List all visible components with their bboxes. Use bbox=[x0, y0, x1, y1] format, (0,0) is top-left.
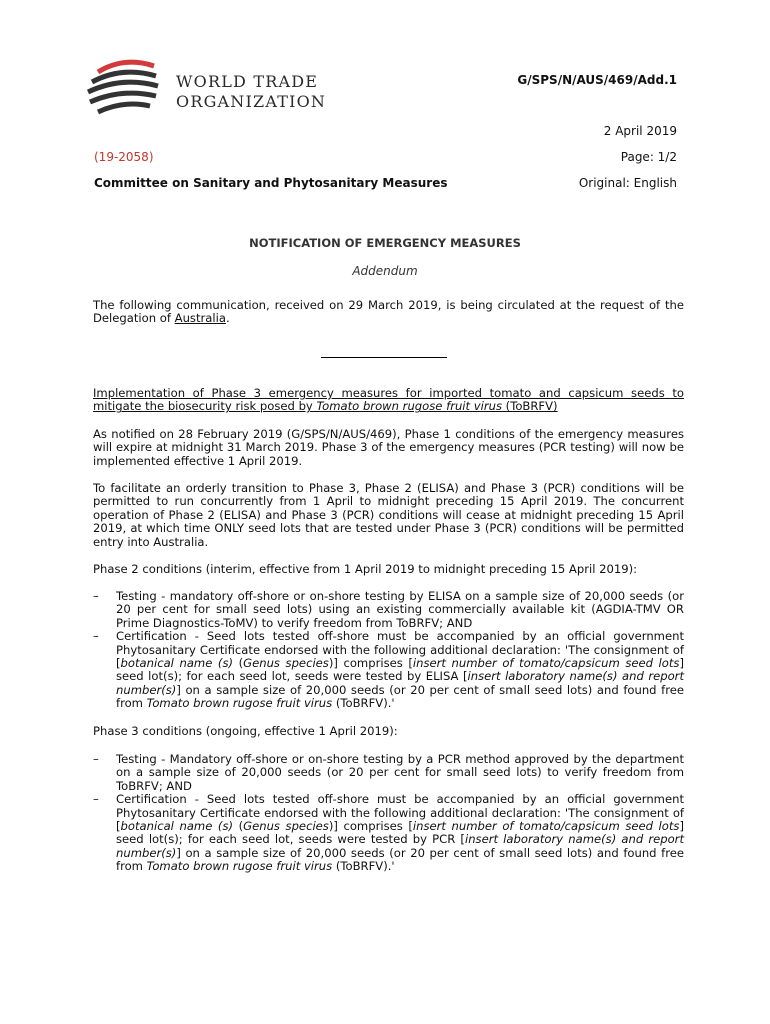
page-title: NOTIFICATION OF EMERGENCY MEASURES bbox=[249, 236, 521, 250]
list-item: – Testing - Mandatory off-shore or on-shore testing by a PCR method approved by the department on a sample size of 20,000 seeds (or 20 per cent for small seed lots) to verify freedom from ToBRFV; AND bbox=[93, 752, 684, 793]
page-subtitle: Addendum bbox=[352, 264, 418, 278]
phase3-heading: Phase 3 conditions (ongoing, effective 1 April 2019): bbox=[93, 724, 398, 738]
wto-logo-text bbox=[176, 72, 326, 112]
org-name-line1: WORLD TRADE bbox=[176, 72, 319, 91]
phase2-heading: Phase 2 conditions (interim, effective from 1 April 2019 to midnight preceding 15 April 2019): bbox=[93, 562, 638, 576]
intro-paragraph: The following communication, received on 29 March 2019, is being circulated at the request of the Delegation of Australia. bbox=[93, 298, 684, 326]
page-number: Page: 1/2 bbox=[620, 150, 677, 164]
document-symbol: G/SPS/N/AUS/469/Add.1 bbox=[517, 73, 677, 87]
wto-emblem-icon bbox=[84, 58, 174, 128]
document-date: 2 April 2019 bbox=[603, 124, 677, 138]
phase3-list bbox=[93, 753, 684, 874]
org-name-line2: ORGANIZATION bbox=[176, 92, 327, 111]
country-name: Australia bbox=[174, 311, 226, 326]
dash-bullet: – bbox=[93, 589, 99, 603]
list-item: – Certification - Seed lots tested off-shore must be accompanied by an official government Phytosanitary Certificate endorsed with the following additional declaration: 'The consignment of [botanical name (s) (Genus species)] comprises [insert number of tomato/capsicum seed lots] seed lot(s); for each seed lot, seeds were tested by PCR [insert laboratory name(s) and report number(s)] on a sample size of 20,000 seeds (or 20 per cent of small seed lots) and found free from Tomato brown rugose fruit virus (ToBRFV).' bbox=[93, 792, 684, 874]
dash-bullet: – bbox=[93, 752, 99, 766]
section-heading: Implementation of Phase 3 emergency measures for imported tomato and capsicum seeds to mitigate the biosecurity risk posed by Tomato brown rugose fruit virus (ToBRFV) bbox=[93, 386, 684, 414]
dash-bullet: – bbox=[93, 629, 99, 644]
original-language: Original: English bbox=[578, 176, 677, 190]
paragraph-phase1: As notified on 28 February 2019 (G/SPS/N/AUS/469), Phase 1 conditions of the emergency measures will expire at midnight 31 March 2019. Phase 3 of the emergency measures (PCR testing) will now be implemented effective 1 April 2019. bbox=[93, 427, 684, 468]
list-item: – Testing - mandatory off-shore or on-shore testing by ELISA on a sample size of 20,000 seeds (or 20 per cent for small seed lots) using an existing commercially available kit (AGDIA-TMV OR Prime Diagnostics-ToMV) to verify freedom from ToBRFV; AND bbox=[93, 589, 684, 630]
document-number: (19-2058) bbox=[94, 150, 154, 164]
committee-name: Committee on Sanitary and Phytosanitary Measures bbox=[94, 176, 448, 190]
dash-bullet: – bbox=[93, 792, 99, 807]
phase2-list bbox=[93, 590, 684, 711]
list-item: – Certification - Seed lots tested off-shore must be accompanied by an official government Phytosanitary Certificate endorsed with the following additional declaration: 'The consignment of [botanical name (s) (Genus species)] comprises [insert number of tomato/capsicum seed lots] seed lot(s); for each seed lot, seeds were tested by ELISA [insert laboratory name(s) and report number(s)] on a sample size of 20,000 seeds (or 20 per cent of small seed lots) and found free from Tomato brown rugose fruit virus (ToBRFV).' bbox=[93, 629, 684, 711]
paragraph-transition: To facilitate an orderly transition to Phase 3, Phase 2 (ELISA) and Phase 3 (PCR) conditions will be permitted to run concurrently from 1 April to midnight preceding 15 April 2019. The concurrent operation of Phase 2 (ELISA) and Phase 3 (PCR) conditions will cease at midnight preceding 15 April 2019, at which time ONLY seed lots that are tested under Phase 3 (PCR) conditions will be permitted entry into Australia. bbox=[93, 481, 684, 549]
section-divider bbox=[321, 357, 447, 358]
